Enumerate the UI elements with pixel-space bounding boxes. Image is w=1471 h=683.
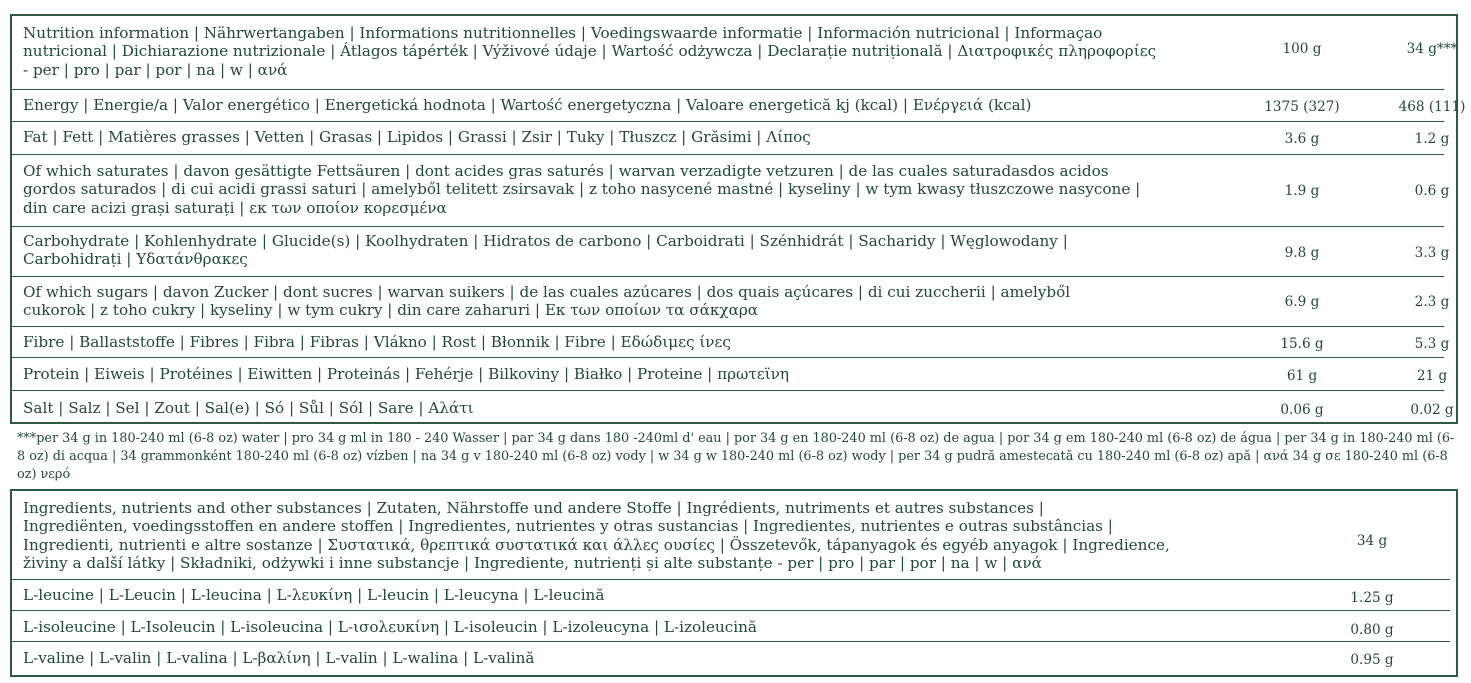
value-100g-carbohydrate: 9.8 g bbox=[1284, 245, 1320, 261]
ingredients-header-label: Ingredients, nutrients and other substances | Zutaten, Nährstoffe und andere Stoffe | Ingrédients, nutriments et autres substances | Ingrediënten, voedingsstoffen en andere stoffen | Ingredientes, nutrientes y otras sustancias | Ingredientes, nutrientes e outras substâncias | Ingredienti, nutrienti e altre sostanze | Συστατικά, θρεπτικά συστατικά και άλλες ουσίες | Összetevők, tápanyagok és egyéb anyagok | Ingredience, živiny a další látky | Składniki, odżywki i inne substancje | Ingrediente, nutrienți și alte substanțe - per | pro | par | por | na | w | ανά bbox=[23, 499, 1170, 573]
value-100g-fibre: 15.6 g bbox=[1280, 336, 1324, 352]
nutrition-header-label: Nutrition information | Nährwertangaben | Informations nutritionnelles | Voedingswaarde informatie | Información nutricional | Informaçao nutricional | Dichiarazione nutrizionale | Átlagos tápérték | Výživové údaje | Wartość odżywcza | Declarație nutrițională | Διατροφικές πληροφορίες - per | pro | par | por | na | w | ανά bbox=[23, 24, 1157, 79]
value-34g-energy: 468 (111) bbox=[1398, 99, 1466, 115]
row-label-isoleucine: L-isoleucine | L-Isoleucin | L-isoleucina | L-ισολευκίνη | L-isoleucin | L-izoleucyna | L-izoleucină bbox=[23, 618, 757, 636]
row-label-fibre: Fibre | Ballaststoffe | Fibres | Fibra | Fibras | Vlákno | Rost | Błonnik | Fibre | Εδώδιμες ίνες bbox=[23, 333, 731, 351]
value-100g-protein: 61 g bbox=[1286, 368, 1318, 384]
row-divider bbox=[12, 357, 1444, 358]
row-label-sugars: Of which sugars | davon Zucker | dont sucres | warvan suikers | de las cuales azúcares | dos quais açúcares | di cui zuccherii | amelyből cukorok | z toho cukry | kyseliny | w tym cukry | din care zaharuri | Εκ των οποίων τα σάκχαρα bbox=[23, 283, 1071, 320]
row-label-carbohydrate: Carbohydrate | Kohlenhydrate | Glucide(s) | Koolhydraten | Hidratos de carbono | Carboidrati | Szénhidrát | Sacharidy | Węglowodany | Carbohidrați | Υδατάνθρακες bbox=[23, 232, 1068, 269]
row-label-fat: Fat | Fett | Matières grasses | Vetten | Grasas | Lipidos | Grassi | Zsir | Tuky | Tłuszcz | Grăsimi | Λίπος bbox=[23, 128, 811, 146]
row-divider bbox=[12, 121, 1444, 122]
preparation-footnote: ***per 34 g in 180-240 ml (6-8 oz) water | pro 34 g ml in 180 - 240 Wasser | par 34 g dans 180 -240ml d' eau | por 34 g en 180-240 ml (6-8 oz) de agua | por 34 g em 180-240 ml (6-8 oz) de água | per 34 g in 180-240 ml (6-8 oz) di acqua | 34 grammonként 180-240 ml (6-8 oz) vízben | na 34 g v 180-240 ml (6-8 oz) vody | w 34 g w 180-240 ml (6-8 oz) wody | per 34 g pudră amestecată cu 180-240 ml (6-8 oz) apă | ανά 34 g σε 180-240 ml (6-8 oz) νερό bbox=[17, 431, 1455, 482]
row-label-energy: Energy | Energie/a | Valor energético | Energetická hodnota | Wartość energetyczna | Valoare energetică kj (kcal) | Ενέργειά (kcal) bbox=[23, 96, 1032, 114]
value-34g-carbohydrate: 3.3 g bbox=[1414, 245, 1450, 261]
row-divider bbox=[12, 579, 1450, 580]
row-divider bbox=[12, 326, 1444, 327]
value-34g-saturates: 0.6 g bbox=[1414, 183, 1450, 199]
value-34g-protein: 21 g bbox=[1416, 368, 1448, 384]
row-label-salt: Salt | Salz | Sel | Zout | Sal(e) | Só | Sůl | Sól | Sare | Αλάτι bbox=[23, 399, 474, 417]
row-label-leucine: L-leucine | L-Leucin | L-leucina | L-λευκίνη | L-leucin | L-leucyna | L-leucină bbox=[23, 586, 605, 604]
value-34g-fibre: 5.3 g bbox=[1414, 336, 1450, 352]
value-100g-sugars: 6.9 g bbox=[1284, 294, 1320, 310]
nutrition-table bbox=[10, 14, 1466, 424]
ingredients-table bbox=[10, 489, 1458, 677]
value-34g-leucine: 1.25 g bbox=[1350, 590, 1394, 606]
row-divider bbox=[12, 390, 1444, 391]
row-divider bbox=[12, 154, 1444, 155]
value-100g-saturates: 1.9 g bbox=[1284, 183, 1320, 199]
row-label-valine: L-valine | L-valin | L-valina | L-βαλίνη | L-valin | L-walina | L-valină bbox=[23, 649, 535, 667]
value-34g-salt: 0.02 g bbox=[1410, 402, 1454, 418]
value-34g-sugars: 2.3 g bbox=[1414, 294, 1450, 310]
value-34g-valine: 0.95 g bbox=[1350, 652, 1394, 668]
row-divider bbox=[12, 89, 1444, 90]
row-divider bbox=[12, 641, 1450, 642]
row-divider bbox=[12, 610, 1450, 611]
column-header-34g: 34 g bbox=[1356, 533, 1388, 549]
value-100g-salt: 0.06 g bbox=[1280, 402, 1324, 418]
row-divider bbox=[12, 276, 1444, 277]
column-header-34g: 34 g*** bbox=[1406, 41, 1458, 57]
row-divider bbox=[12, 226, 1444, 227]
value-100g-energy: 1375 (327) bbox=[1264, 99, 1340, 115]
value-34g-isoleucine: 0.80 g bbox=[1350, 622, 1394, 638]
row-label-protein: Protein | Eiweis | Protéines | Eiwitten | Proteinás | Fehérje | Bilkoviny | Białko | Proteine | πρωτεϊνη bbox=[23, 365, 789, 383]
row-label-saturates: Of which saturates | davon gesättigte Fettsäuren | dont acides gras saturés | warvan verzadigte vetzuren | de las cuales saturadasdos acidos gordos saturados | di cui acidi grassi saturi | amelyből telitett zsirsavak | z toho nasycené mastné | kyseliny | w tym kwasy tłuszczowe nasycone | din care acizi grași saturați | εκ των οποίον κορεσμένα bbox=[23, 162, 1141, 217]
column-header-100g: 100 g bbox=[1282, 41, 1322, 57]
value-100g-fat: 3.6 g bbox=[1284, 131, 1320, 147]
value-34g-fat: 1.2 g bbox=[1414, 131, 1450, 147]
